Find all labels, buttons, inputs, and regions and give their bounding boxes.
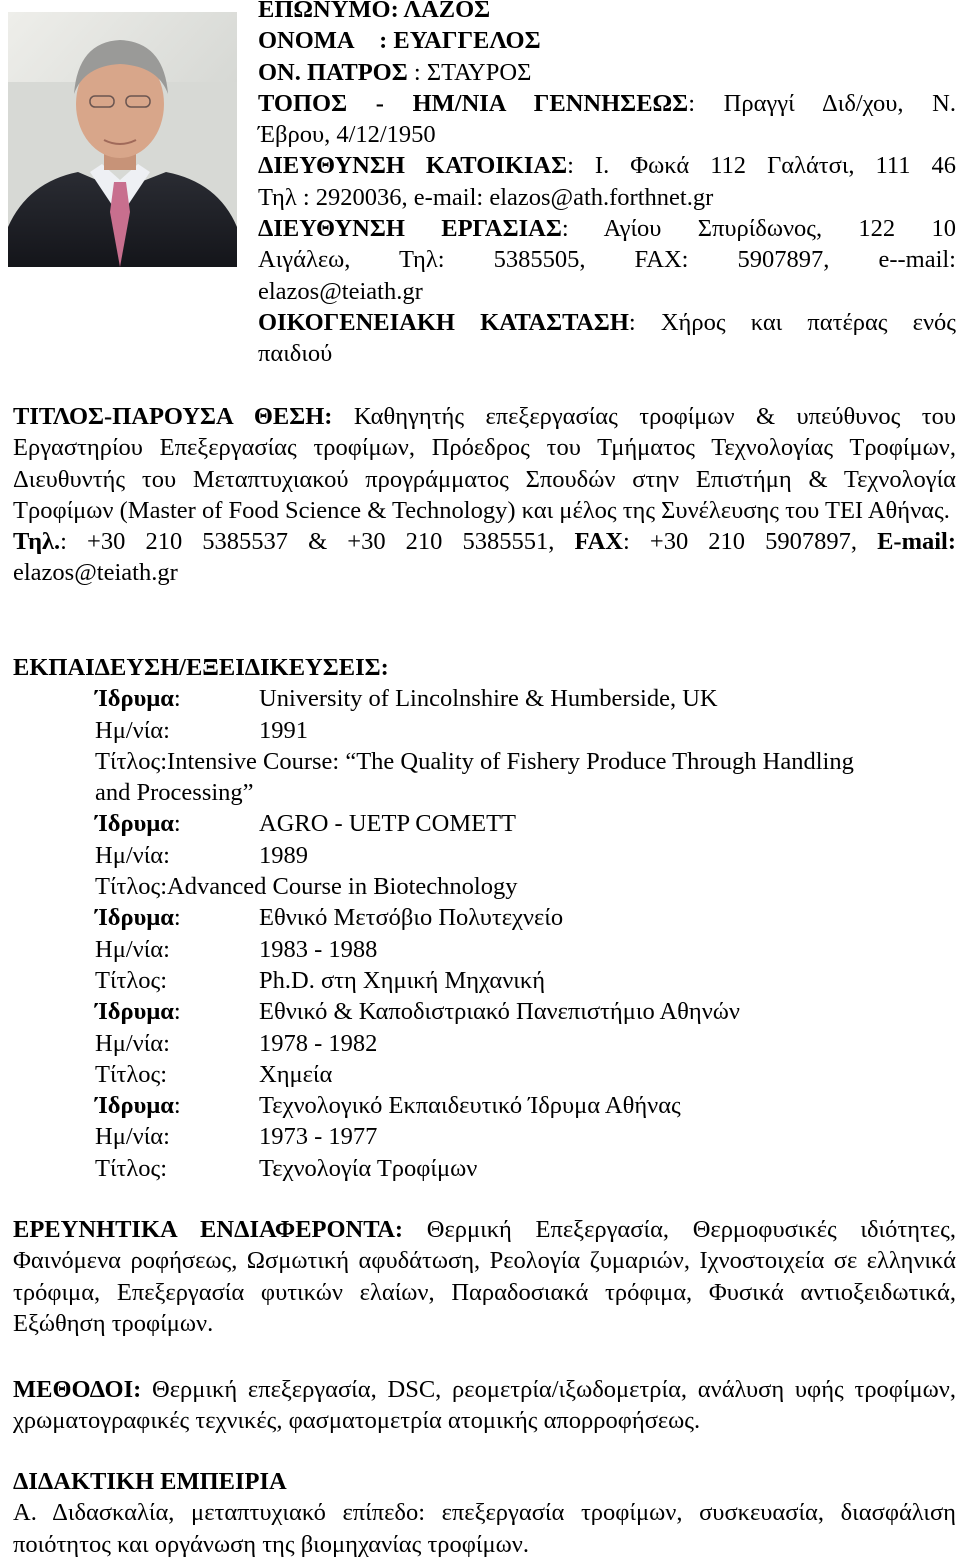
teaching-section (13, 1466, 956, 1560)
education-title-row: Τίτλος: Advanced Course in Biotechnology (95, 873, 518, 901)
education-heading: ΕΚΠΑΙΔΕΥΣΗ/ΕΞΕΙΔΙΚΕΥΣΕΙΣ: (13, 654, 389, 681)
education-institution-row: Ίδρυμα: University of Lincolnshire & Humberside, UK (95, 685, 718, 713)
education-institution-row: Ίδρυμα: Τεχνολογικό Εκπαιδευτικό Ίδρυμα Αθήνας (95, 1092, 681, 1120)
education-date-row: Ημ/νία: 1989 (95, 841, 308, 869)
education-date-row: Ημ/νία: 1973 - 1977 (95, 1123, 378, 1151)
position-section (13, 401, 956, 589)
home-line: ΔΙΕΥΘΥΝΣΗ ΚΑΤΟΙΚΙΑΣ: Ι. Φωκά 112 Γαλάτσι, 111 46 (258, 152, 956, 180)
personal-info (258, 0, 956, 370)
methods-paragraph: ΜΕΘΟΔΟΙ: Θερμική επεξεργασία, DSC, ρεομετρία/ιξωδομετρία, ανάλυση υφής τροφίμων, χρωματογραφικές τεχνικές, φασματομετρία ατομικής απορροφήσεως. (13, 1376, 956, 1435)
research-paragraph: ΕΡΕΥΝΗΤΙΚΑ ΕΝΔΙΑΦΕΡΟΝΤΑ: Θερμική Επεξεργασία, Θερμοφυσικές ιδιότητες, Φαινόμενα ροφήσεως, Ωσμωτική αφυδάτωση, Ρεολογία ζυμαριών, Ιχνοστοιχεία σε ελληνικά τρόφιμα, Επεξεργασία φυτικών ελαίων, Παραδοσιακά τρόφιμα, Φυσικά αντιοξειδωτικά, Εξώθηση τροφίμων. (13, 1216, 956, 1337)
education-list (13, 683, 956, 1184)
education-institution-row: Ίδρυμα: AGRO - UETP COMETT (95, 810, 517, 838)
education-institution-row: Ίδρυμα: Εθνικό & Καποδιστριακό Πανεπιστήμιο Αθηνών (95, 998, 740, 1026)
teaching-heading: ΔΙΔΑΚΤΙΚΗ ΕΜΠΕΙΡΙΑ (13, 1468, 287, 1495)
work-line-3: elazos@teiath.gr (258, 277, 423, 305)
birth-line-2: Έβρου, 4/12/1950 (258, 121, 436, 149)
name-line: ΟΝΟΜΑ : ΕΥΑΓΓΕΛΟΣ (258, 27, 541, 55)
work-line: ΔΙΕΥΘΥΝΣΗ ΕΡΓΑΣΙΑΣ: Αγίου Σπυρίδωνος, 122 10 (258, 215, 956, 243)
education-section (13, 652, 956, 1184)
education-title-row: Τίτλος: Τεχνολογία Τροφίμων (95, 1154, 478, 1182)
education-title-row: Τίτλος: Intensive Course: “The Quality of Fishery Produce Through Handling (95, 747, 854, 775)
education-title-continued: and Processing” (95, 779, 254, 807)
methods-section (13, 1374, 956, 1437)
teaching-paragraph: Α. Διδασκαλία, μεταπτυχιακό επίπεδο: επεξεργασία τροφίμων, συσκευασία, διασφάλιση ποιότητος και οργάνωση της βιομηχανίας τροφίμων. (13, 1499, 956, 1558)
education-institution-row: Ίδρυμα: Εθνικό Μετσόβιο Πολυτεχνείο (95, 904, 564, 932)
position-paragraph: ΤΙΤΛΟΣ-ΠΑΡΟΥΣΑ ΘΕΣΗ: Καθηγητής επεξεργασίας τροφίμων & υπεύθυνος του Εργαστηρίου Επεξεργασίας τροφίμων, Πρόεδρος του Τμήματος Τεχνολογίας Τροφίμων, Διευθυντής του Μεταπτυχιακού προγράμματος Σπουδών στην Επιστήμη & Τεχνολογία Τροφίμων (Master of Food Science & Technology) και μέλος της Συνέλευσης του ΤΕΙ Αθήνας. (13, 403, 956, 524)
position-contact: Τηλ.: +30 210 5385537 & +30 210 5385551, FAX: +30 210 5907897, E-mail: elazos@teiath.gr (13, 528, 956, 587)
surname-line: ΕΠΩΝΥΜΟ: ΛΑΖΟΣ (258, 0, 491, 23)
birth-line: ΤΟΠΟΣ - ΗΜ/ΝΙΑ ΓΕΝΝΗΣΕΩΣ: Πραγγί Διδ/χου, Ν. (258, 89, 956, 117)
home-contact-line: Τηλ : 2920036, e-mail: elazos@ath.forthnet.gr (258, 183, 714, 211)
work-line-2: Αιγάλεω, Τηλ: 5385505, FAX: 5907897, e--mail: (258, 246, 956, 274)
education-title-row: Τίτλος: Ph.D. στη Χημική Μηχανική (95, 966, 546, 994)
education-date-row: Ημ/νία: 1983 - 1988 (95, 935, 378, 963)
family-line-2: παιδιού (258, 340, 333, 368)
education-title-row: Τίτλος: Χημεία (95, 1060, 333, 1088)
family-line: ΟΙΚΟΓΕΝΕΙΑΚΗ ΚΑΤΑΣΤΑΣΗ: Χήρος και πατέρας ενός (258, 308, 956, 336)
portrait-photo (8, 12, 237, 267)
father-line: ΟΝ. ΠΑΤΡΟΣ : ΣΤΑΥΡΟΣ (258, 58, 532, 86)
research-section (13, 1214, 956, 1339)
education-date-row: Ημ/νία: 1978 - 1982 (95, 1029, 378, 1057)
education-date-row: Ημ/νία: 1991 (95, 716, 308, 744)
